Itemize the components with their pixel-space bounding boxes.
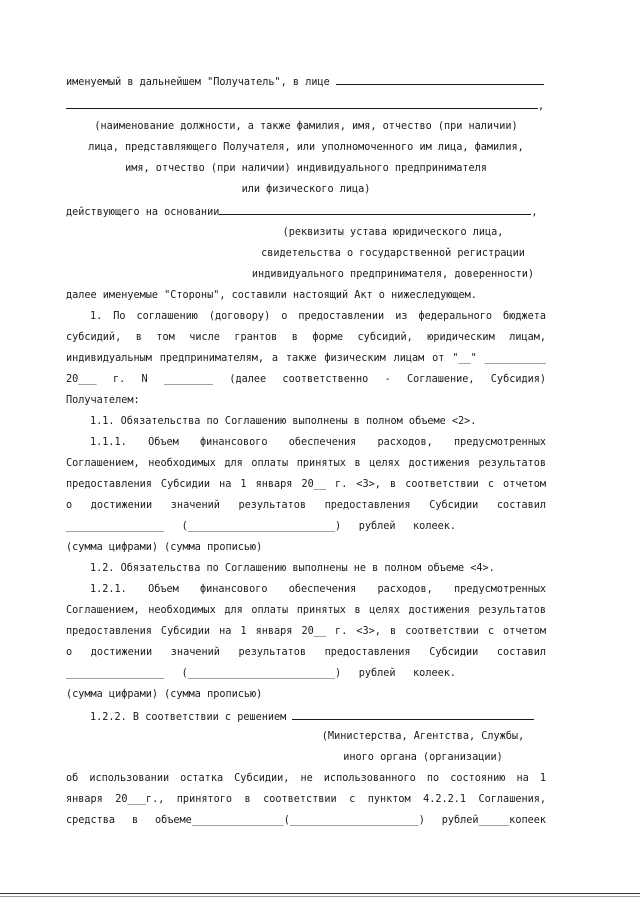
page-bottom-edge-shadow (0, 896, 640, 897)
blank-line (219, 204, 531, 215)
blank-line (292, 709, 534, 720)
p3-line-1: об использовании остатка Субсидии, не использованного по состоянию на 1 (66, 773, 546, 784)
parties-line: далее именуемые "Стороны", составили настоящий Акт о нижеследующем. (66, 290, 477, 301)
section-1-1: 1.1. Обязательства по Соглашению выполнены в полном объеме <2>. (90, 416, 477, 427)
p3-line-2: января 20___г., принятого в соответствии с пунктом 4.2.2.1 Соглашения, (66, 794, 546, 805)
s111-line-2: Соглашением, необходимых для оплаты принятых в целях достижения результатов (66, 458, 546, 469)
recipient-line-2 (66, 98, 544, 114)
sum-line-1: ________________ (________________________) рублей колеек. (66, 521, 456, 532)
recipient-text: именуемый в дальнейшем "Получатель", в лице (66, 77, 330, 88)
p1-line-3: индивидуальным предпринимателям, а также физическим лицам от "__" __________ (66, 353, 546, 364)
sum-line-2: ________________ (________________________) рублей колеек. (66, 668, 456, 679)
note-basis-3: индивидуального предпринимателя, доверенности) (251, 269, 535, 280)
s121-line-4: о достижении значений результатов предоставления Субсидии составил (66, 647, 546, 658)
p3-line-3: средства в объеме_______________(_____________________) рублей_____копеек (66, 815, 546, 826)
basis-line: действующего на основании , (66, 204, 537, 220)
s121-line-1: 1.2.1. Объем финансового обеспечения расходов, предусмотренных (90, 584, 546, 595)
section-1-2: 1.2. Обязательства по Соглашению выполнены не в полном объеме <4>. (90, 563, 495, 574)
note-org-1: (Министерства, Агентства, Службы, (321, 731, 525, 742)
section-1-2-2: 1.2.2. В соответствии с решением (90, 709, 534, 725)
sum-labels-2: (сумма цифрами) (сумма прописью) (66, 689, 263, 700)
s111-line-1: 1.1.1. Объем финансового обеспечения расходов, предусмотренных (90, 437, 546, 448)
note-basis-1: (реквизиты устава юридического лица, (282, 227, 504, 238)
basis-text: действующего на основании (66, 207, 220, 218)
note-basis-2: свидетельства о государственной регистрации (261, 248, 525, 259)
note-position-4: или физического лица) (241, 184, 371, 195)
p1-line-1: 1. По соглашению (договору) о предоставлении из федерального бюджета (90, 311, 546, 322)
note-org-2: иного органа (организации) (343, 752, 503, 763)
p1-line-2: субсидий, в том числе грантов в форме субсидий, юридическим лицам, (66, 332, 546, 343)
blank-line (336, 74, 544, 85)
s111-line-3: предоставления Субсидии на 1 января 20__ г. <3>, в соответствии с отчетом (66, 479, 546, 490)
s121-line-3: предоставления Субсидии на 1 января 20__ г. <3>, в соответствии с отчетом (66, 626, 546, 637)
p1-line-4: 20___ г. N ________ (далее соответственно - Соглашение, Субсидия) (66, 374, 546, 385)
note-position-3: имя, отчество (при наличии) индивидуального предпринимателя (125, 163, 487, 174)
s121-line-2: Соглашением, необходимых для оплаты принятых в целях достижения результатов (66, 605, 546, 616)
page-bottom-edge (0, 893, 640, 894)
s111-line-4: о достижении значений результатов предоставления Субсидии составил (66, 500, 546, 511)
note-position-2: лица, представляющего Получателя, или уполномоченного им лица, фамилия, (88, 142, 524, 153)
note-position-1: (наименование должности, а также фамилия, имя, отчество (при наличии) (94, 121, 518, 132)
sum-labels-1: (сумма цифрами) (сумма прописью) (66, 542, 263, 553)
blank-line (66, 98, 538, 109)
recipient-line (66, 74, 544, 90)
p1-line-5: Получателем: (66, 395, 140, 406)
comma: , (538, 101, 545, 112)
